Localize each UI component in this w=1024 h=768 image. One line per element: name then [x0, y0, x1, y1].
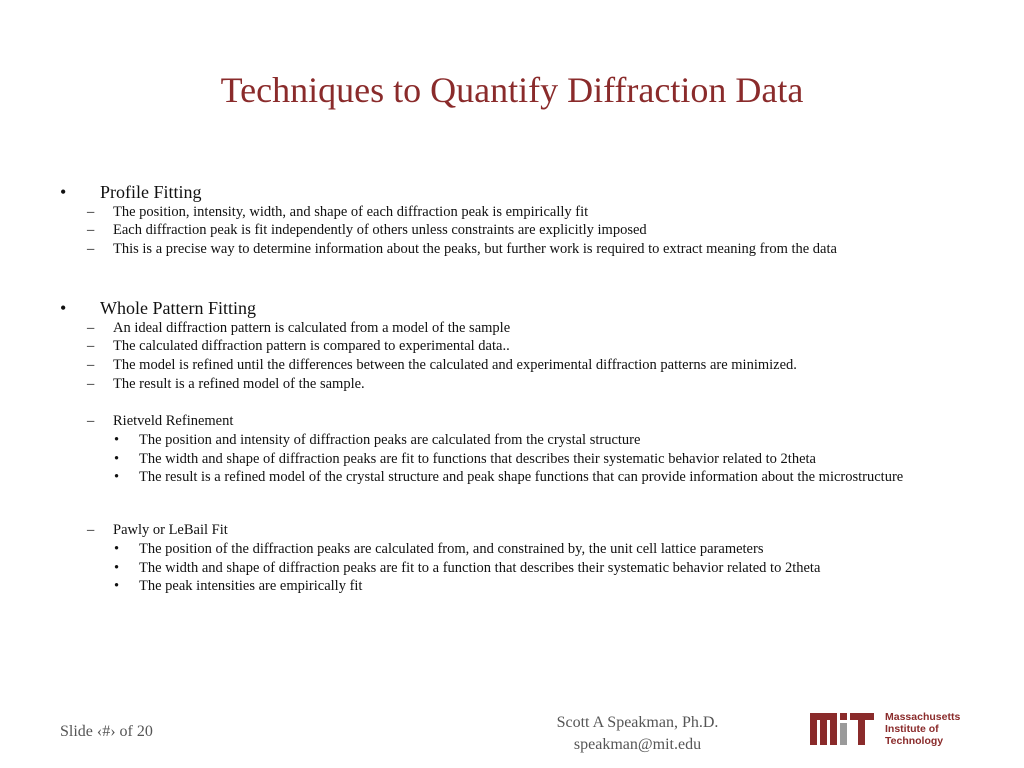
sub-bullet [87, 376, 963, 393]
bullet-dot: • [114, 578, 120, 594]
bullet-profile-fitting [60, 181, 202, 203]
sub-bullet [87, 320, 963, 337]
footer-author-block [500, 712, 775, 756]
dash-marker: – [87, 357, 95, 373]
sub-bullet-text: The calculated diffraction pattern is compared to experimental data.. [113, 338, 510, 354]
dash-marker: – [87, 413, 95, 429]
sub-bullet [87, 338, 963, 355]
sub-sub-bullet [114, 578, 969, 595]
bullet-dot: • [114, 541, 120, 557]
sub-bullet [87, 357, 963, 374]
sub-bullet-text: Each diffraction peak is fit independently of others unless constraints are explicitly imposed [113, 222, 647, 238]
bullet-dot: • [114, 560, 120, 576]
slide-title: Techniques to Quantify Diffraction Data [220, 70, 804, 110]
author-name: Scott A Speakman, Ph.D. [556, 714, 719, 731]
sub-bullet-text: The result is a refined model of the sample. [113, 376, 365, 392]
bullet-dot: • [114, 432, 120, 448]
bullet-dot: • [114, 451, 120, 467]
dash-marker: – [87, 338, 95, 354]
sub-heading-pawly-lebail [87, 522, 963, 539]
sub-sub-bullet-text: The width and shape of diffraction peaks are fit to functions that describes their systematic behavior related to 2theta [139, 451, 816, 467]
sub-sub-bullet-text: The position and intensity of diffraction peaks are calculated from the crystal structure [139, 432, 641, 448]
dash-marker: – [87, 320, 95, 336]
sub-sub-bullet-text: The peak intensities are empirically fit [139, 578, 363, 594]
author-email: speakman@mit.edu [573, 736, 702, 753]
sub-bullet-text: An ideal diffraction pattern is calculated from a model of the sample [113, 320, 511, 336]
mit-logo-line: Institute of [885, 723, 939, 735]
bullet-dot: • [60, 182, 67, 202]
sub-sub-bullet [114, 541, 969, 558]
sub-bullet [87, 241, 963, 258]
dash-marker: – [87, 241, 95, 257]
mit-logo-line: Technology [885, 735, 944, 747]
sub-bullet-text: This is a precise way to determine information about the peaks, but further work is required to extract meaning from the data [113, 241, 837, 257]
bullet-whole-pattern-fitting [60, 297, 256, 319]
sub-bullet-text: The model is refined until the differences between the calculated and experimental diffraction patterns are minimized. [113, 357, 797, 373]
dash-marker: – [87, 204, 95, 220]
bullet-text: Profile Fitting [100, 182, 202, 202]
mit-logo-text [885, 711, 960, 747]
sub-sub-bullet-text: The width and shape of diffraction peaks are fit to a function that describes their systematic behavior related to 2theta [139, 560, 821, 576]
sub-sub-bullet-text: The position of the diffraction peaks are calculated from, and constrained by, the unit cell lattice parameters [139, 541, 764, 557]
sub-sub-bullet [114, 560, 969, 577]
sub-sub-bullet [114, 451, 969, 468]
sub-sub-bullet [114, 432, 969, 449]
sub-sub-bullet [114, 469, 969, 486]
bullet-text: Whole Pattern Fitting [100, 298, 256, 318]
sub-sub-bullet-text: The result is a refined model of the crystal structure and peak shape functions that can provide information about the microstructure [139, 469, 904, 485]
sub-heading-text: Rietveld Refinement [113, 413, 234, 429]
sub-bullet [87, 222, 963, 239]
sub-bullet-text: The position, intensity, width, and shape of each diffraction peak is empirically fit [113, 204, 589, 220]
dash-marker: – [87, 222, 95, 238]
sub-heading-rietveld [87, 413, 963, 430]
dash-marker: – [87, 522, 95, 538]
sub-bullet [87, 204, 963, 221]
sub-heading-text: Pawly or LeBail Fit [113, 522, 228, 538]
bullet-dot: • [60, 298, 67, 318]
dash-marker: – [87, 376, 95, 392]
mit-logo-line: Massachusetts [885, 711, 961, 723]
slide-number: Slide ‹#› of 20 [60, 723, 153, 740]
bullet-dot: • [114, 469, 120, 485]
